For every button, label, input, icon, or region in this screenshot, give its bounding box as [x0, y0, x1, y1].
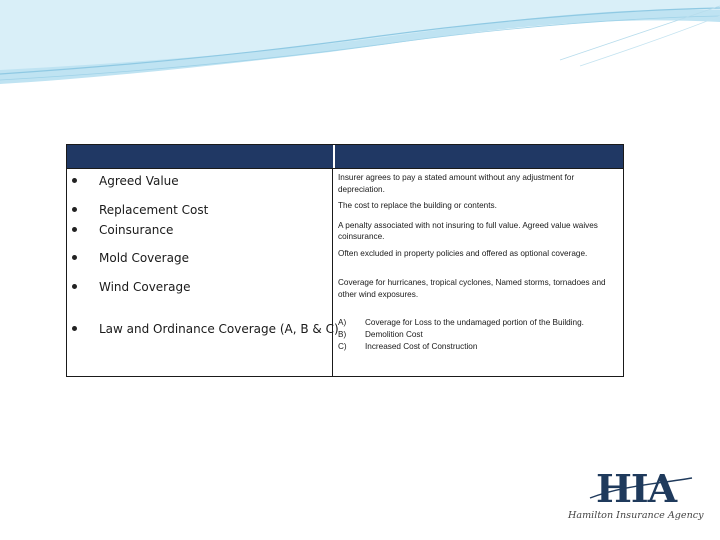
description-text: Often excluded in property policies and offered as optional coverage.	[338, 249, 588, 258]
term-label: Replacement Cost	[99, 203, 209, 217]
description-cell	[333, 169, 623, 198]
table-row	[67, 315, 623, 377]
table-row	[67, 169, 623, 198]
description-text: A penalty associated with not insuring to full value. Agreed value waives coinsurance.	[338, 220, 598, 241]
list-item-text: Coverage for Loss to the undamaged portion of the Building.	[365, 318, 584, 327]
bullet-icon	[72, 326, 77, 331]
table-row	[67, 198, 623, 246]
term-cell	[67, 169, 333, 198]
bullet-icon	[72, 207, 77, 212]
table-header-left	[67, 145, 335, 168]
bullet-icon	[72, 178, 77, 183]
description-text: The cost to replace the building or contents.	[338, 201, 497, 210]
description-cell	[333, 274, 623, 315]
list-item	[338, 341, 623, 353]
term-cell	[67, 198, 333, 246]
header-swoosh-decoration	[0, 0, 720, 95]
term-label: Law and Ordinance Coverage (A, B & C)	[99, 322, 339, 336]
bullet-icon	[72, 255, 77, 260]
term-cell	[67, 315, 339, 377]
hia-logo	[566, 468, 706, 528]
coverage-table	[66, 144, 624, 377]
list-item-label: A)	[338, 318, 347, 327]
description-cell	[333, 246, 623, 274]
logo-tagline: Hamilton Insurance Agency	[568, 510, 704, 521]
term-label: Mold Coverage	[99, 251, 189, 265]
table-header-row	[67, 145, 623, 169]
coverage-sublist	[338, 317, 623, 353]
list-item-text: Increased Cost of Construction	[365, 342, 478, 351]
list-item-label: C)	[338, 342, 347, 351]
table-row	[67, 274, 623, 315]
table-row	[67, 246, 623, 274]
description-cell	[333, 315, 623, 377]
description-text: Coverage for hurricanes, tropical cyclones, Named storms, tornadoes and other wind exposures.	[338, 278, 606, 299]
logo-wordmark: HIA	[596, 466, 677, 511]
term-cell	[67, 246, 333, 274]
table-header-right	[335, 145, 623, 168]
term-label: Coinsurance	[99, 223, 174, 237]
description-text: Insurer agrees to pay a stated amount without any adjustment for depreciation.	[338, 173, 575, 194]
description-cell	[333, 198, 623, 246]
bullet-icon	[72, 227, 77, 232]
bullet-icon	[72, 284, 77, 289]
list-item-text: Demolition Cost	[365, 330, 423, 339]
list-item	[338, 329, 623, 341]
term-label: Wind Coverage	[99, 280, 191, 294]
list-item-label: B)	[338, 330, 347, 339]
term-label: Agreed Value	[99, 174, 179, 188]
list-item	[338, 317, 623, 329]
term-cell	[67, 274, 333, 315]
